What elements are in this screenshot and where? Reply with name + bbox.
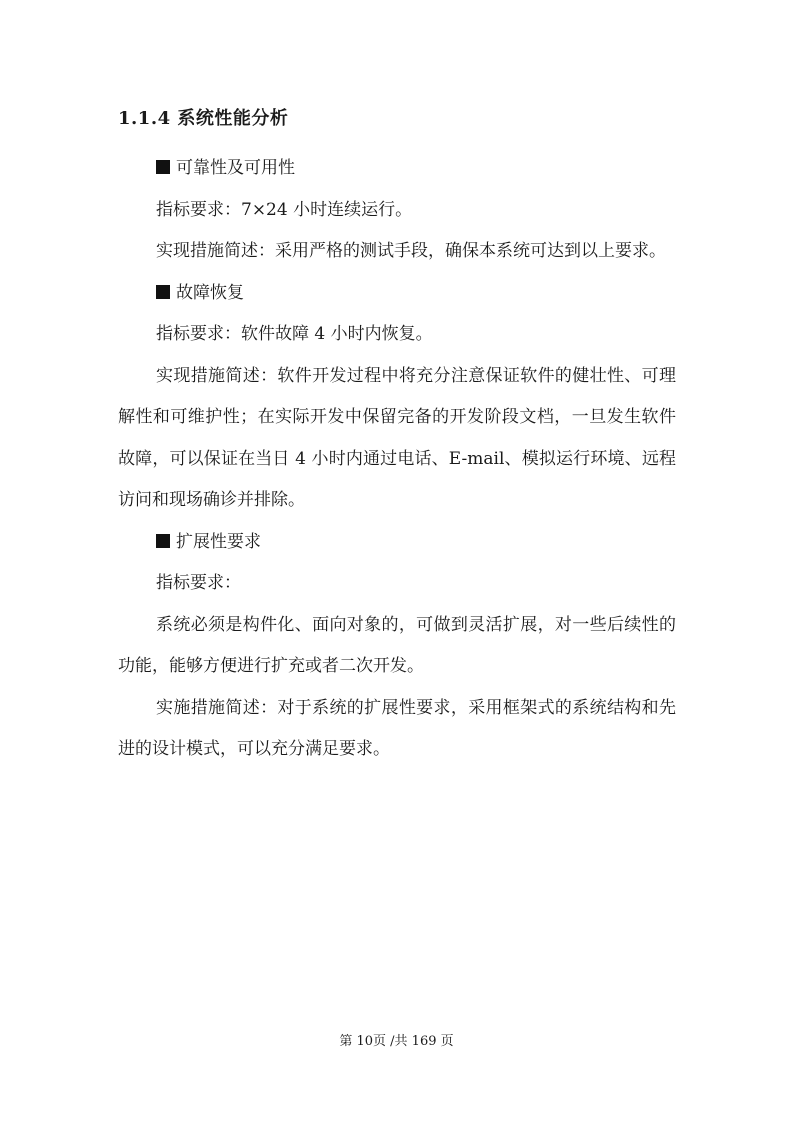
requirement-text: 指标要求： [156, 573, 241, 593]
page-footer: 第 10页 /共 169 页 [339, 1034, 454, 1049]
black-square-bullet-icon [156, 285, 170, 299]
bullet-heading-label: 扩展性要求 [176, 531, 261, 552]
measure-paragraph: 实现措施简述：软件开发过程中将充分注意保证软件的健壮性、可理解性和可维护性；在实际开发中保留完备的开发阶段文档，一旦发生软件故障，可以保证在当日 4 小时内通过电话、E-mail、模拟运行环境、远程访问和现场确诊并排除。 [118, 365, 676, 510]
bullet-heading-label: 可靠性及可用性 [176, 158, 295, 178]
bullet-heading-reliability [118, 148, 676, 190]
section-heading: 1.1.4 系统性能分析 [118, 108, 289, 129]
bullet-heading-fault-recovery [118, 273, 676, 315]
requirement-text: 指标要求：软件故障 4 小时内恢复。 [156, 324, 433, 344]
description-paragraph: 系统必须是构件化、面向对象的，可做到灵活扩展，对一些后续性的功能，能够方便进行扩充或者二次开发。 [118, 614, 676, 676]
black-square-bullet-icon [156, 534, 170, 548]
measure-paragraph: 实施措施简述：对于系统的扩展性要求，采用框架式的系统结构和先进的设计模式，可以充分满足要求。 [118, 697, 676, 759]
black-square-bullet-icon [156, 160, 170, 174]
bullet-heading-label: 故障恢复 [176, 282, 244, 303]
bullet-heading-extensibility [118, 522, 676, 564]
measure-paragraph: 实现措施简述：采用严格的测试手段，确保本系统可达到以上要求。 [156, 241, 666, 261]
requirement-text: 指标要求：7×24 小时连续运行。 [156, 199, 413, 220]
document-body [118, 148, 676, 771]
